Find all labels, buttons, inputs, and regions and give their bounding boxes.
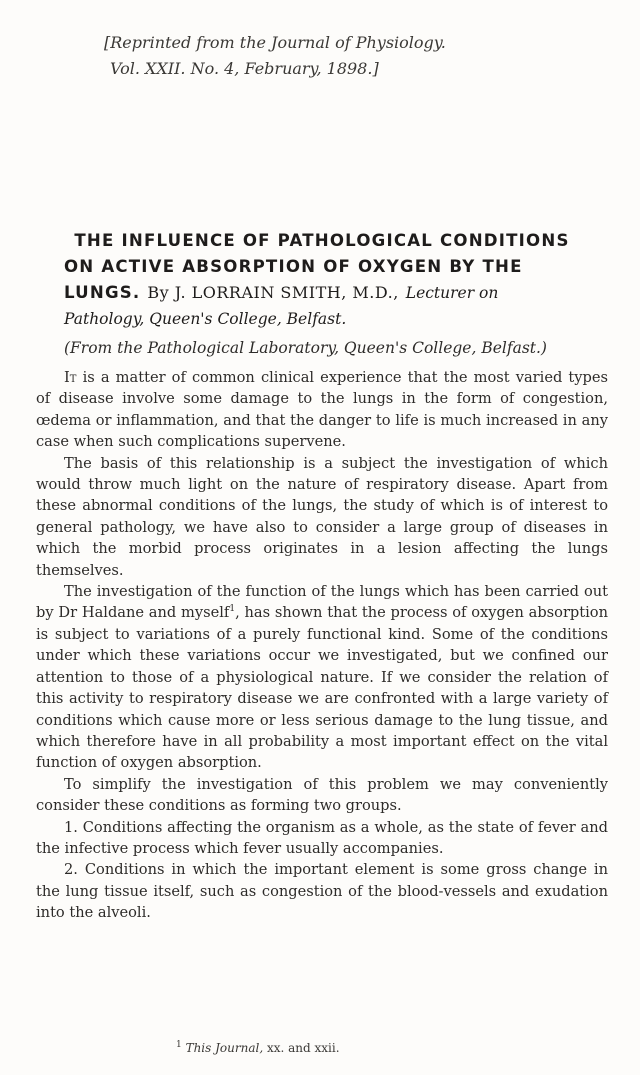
footnote [176,1041,340,1055]
author-position: Lecturer on [405,284,499,302]
paragraph-3 [36,581,608,774]
title-line-2: ON ACTIVE ABSORPTION OF OXYGEN BY THE [64,257,523,276]
footnote-mark: 1 [176,1040,182,1050]
paragraph-2: The basis of this relationship is a subject the investigation of which would throw much light on the nature of respiratory disease. Apart from these abnormal conditions of the lungs, the study of which is of interest to general pathology, we have also to consider a large group of diseases in which the morbid process originates in a lesion affecting the lungs themselves. [36,454,608,579]
title-line-1: THE INFLUENCE OF PATHOLOGICAL CONDITIONS [74,231,570,250]
list-item-2: 2. Conditions in which the important element is some gross change in the lung tissue itself, such as congestion of the blood-vessels and exudation into the alveoli. [36,861,608,922]
footnote-volumes: xx. and xxii. [266,1041,340,1055]
title-line-3-main: LUNGS. [64,283,141,302]
reprint-notice [104,30,446,82]
footnote-journal: This Journal, [185,1041,264,1055]
author-byline: By J. LORRAIN SMITH, M.D., [147,283,399,302]
paragraph-4: To simplify the investigation of this problem we may conveniently consider these conditions as forming two groups. [36,775,608,815]
laboratory-source: (From the Pathological Laboratory, Queen's College, Belfast.) [64,339,547,357]
paragraph-1 [36,367,608,453]
author-affiliation: Pathology, Queen's College, Belfast. [64,310,347,328]
paragraph-3-text-b: , has shown that the process of oxygen absorption is subject to variations of a purely functional kind. Some of the conditions under which these variations occur we investigated, but we confined our attention to those of a physiological nature. If we consider the relation of this activity to respiratory disease we are confronted with a large variety of conditions which cause more or less serious damage to the lung tissue, and which therefore have in all probability a most important effect on the vital function of oxygen absorption. [36,604,608,772]
paragraph-1-text: is a matter of common clinical experience that the most varied types of disease involve some damage to the lungs in the form of congestion, œdema or inflammation, and that the danger to life is much increased in any case when such complications supervene. [36,369,608,451]
paragraph-1-lead: It [64,369,77,386]
article-title [36,228,608,332]
list-item-1: 1. Conditions affecting the organism as a whole, as the state of fever and the infective process which fever usually accompanies. [36,818,608,857]
article-body [36,367,608,924]
reprint-line-1: [Reprinted from the Journal of Physiology. [104,33,446,52]
footnote-reference: 1 [229,604,236,615]
title-line-3 [36,280,608,306]
paragraph-3-text-a: The investigation of the function of the lungs which has been carried out by Dr Haldane and myself [36,583,608,622]
reprint-line-2: Vol. XXII. No. 4, February, 1898.] [110,59,379,78]
